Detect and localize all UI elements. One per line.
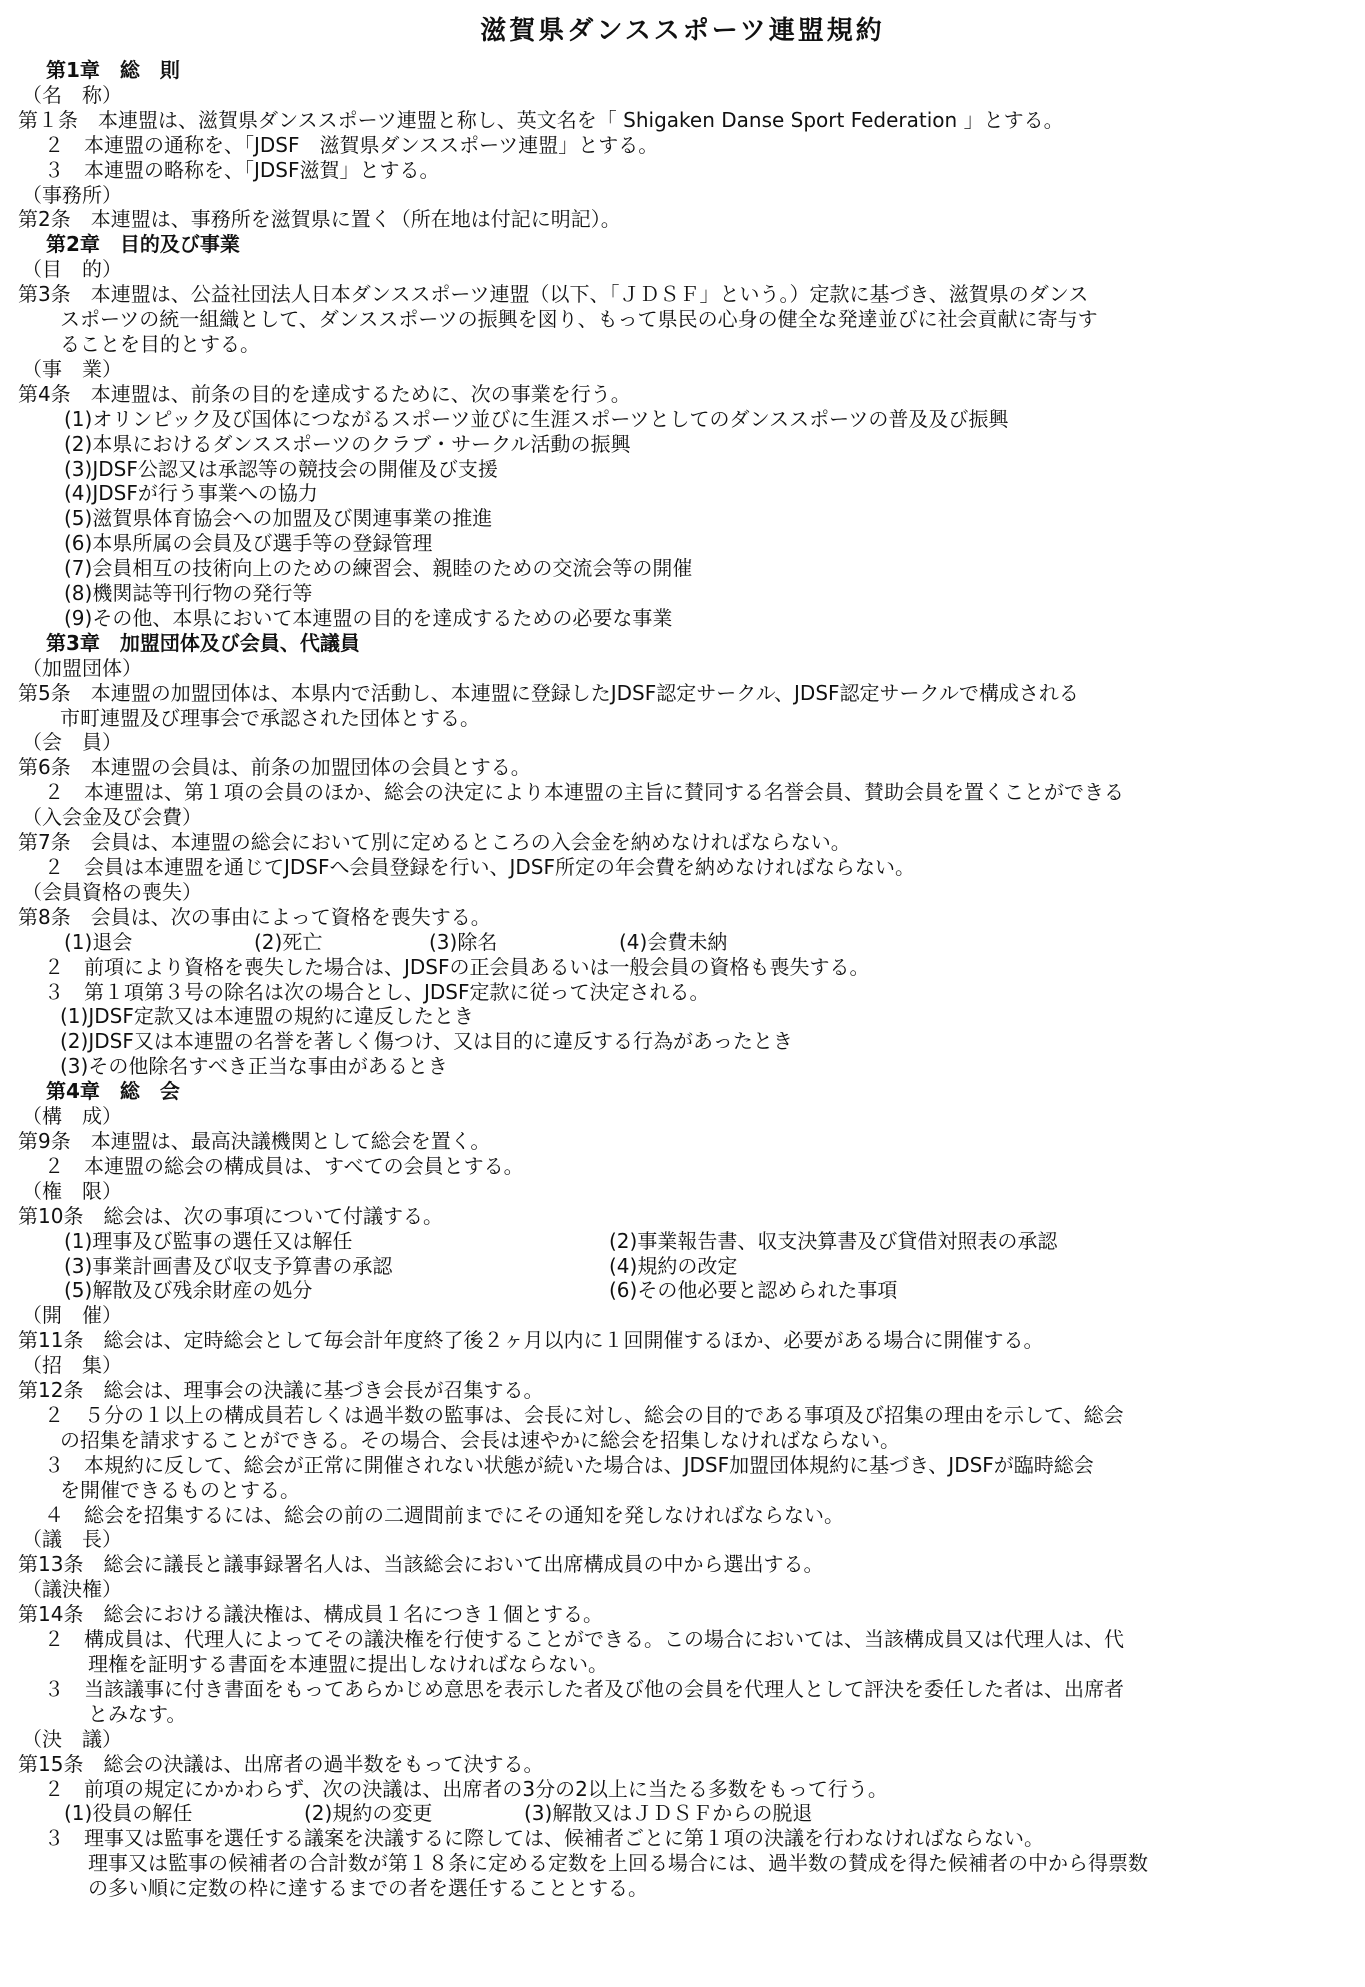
section-heading: （議 長） <box>22 1527 122 1552</box>
list-item: (1)退会 <box>64 929 133 954</box>
article-line: 第4条 本連盟は、前条の目的を達成するために、次の事業を行う。 <box>18 381 631 406</box>
paragraph-line: ３ 理事又は監事を選任する議案を決議するに際しては、候補者ごとに第１項の決議を行わなければならない。 <box>44 1826 1044 1851</box>
item-row <box>18 1254 1347 1279</box>
section-heading: （開 催） <box>22 1303 122 1328</box>
document-title: 滋賀県ダンススポーツ連盟規約 <box>480 16 885 46</box>
list-item: (4)JDSFが行う事業への協力 <box>64 481 318 506</box>
paragraph-line: ２ 本連盟の通称を、「JDSF 滋賀県ダンススポーツ連盟」とする。 <box>44 132 659 157</box>
list-item: (4)規約の改定 <box>609 1253 738 1278</box>
article-line: 第9条 本連盟は、最高決議機関として総会を置く。 <box>18 1128 491 1153</box>
list-item: (2)事業報告書、収支決算書及び貸借対照表の承認 <box>609 1228 1058 1253</box>
article-line: 第13条 総会に議長と議事録署名人は、当該総会において出席構成員の中から選出する。 <box>18 1552 824 1577</box>
item-row <box>18 930 1347 955</box>
chapter-heading: 第3章 加盟団体及び会員、代議員 <box>46 630 360 655</box>
continuation-line: を開催できるものとする。 <box>60 1477 300 1502</box>
section-heading: （加盟団体） <box>22 655 142 680</box>
item-row <box>18 1801 1347 1826</box>
section-heading: （名 称） <box>22 82 122 107</box>
section-heading: （会 員） <box>22 730 122 755</box>
continuation-line: の多い順に定数の枠に達するまでの者を選任することとする。 <box>88 1876 648 1901</box>
continuation-line: スポーツの統一組織として、ダンススポーツの振興を図り、もって県民の心身の健全な発達並びに社会貢献に寄与す <box>60 307 1098 332</box>
continuation-line: 理権を証明する書面を本連盟に提出しなければならない。 <box>88 1652 608 1676</box>
list-item: (8)機関誌等刊行物の発行等 <box>64 581 313 606</box>
section-heading: （会員資格の喪失） <box>22 879 202 904</box>
list-item: (7)会員相互の技術向上のための練習会、親睦のための交流会等の開催 <box>64 556 693 581</box>
section-heading: （決 議） <box>22 1726 122 1751</box>
article-line: 第１条 本連盟は、滋賀県ダンススポーツ連盟と称し、英文名を「 Shigaken Danse Sport Federation 」とする。 <box>18 107 1064 132</box>
item-row <box>18 1229 1347 1254</box>
list-item: (5)滋賀県体育協会への加盟及び関連事業の推進 <box>64 506 493 531</box>
article-line: 第14条 総会における議決権は、構成員１名につき１個とする。 <box>18 1602 604 1627</box>
paragraph-line: ２ 本連盟は、第１項の会員のほか、総会の決定により本連盟の主旨に賛同する名誉会員、賛助会員を置くことができる <box>44 780 1124 805</box>
continuation-line: の招集を請求することができる。その場合、会長は速やかに総会を招集しなければならない。 <box>60 1427 900 1452</box>
article-line: 第5条 本連盟の加盟団体は、本県内で活動し、本連盟に登録したJDSF認定サークル、JDSF認定サークルで構成される <box>18 680 1079 705</box>
paragraph-line: ３ 第１項第３号の除名は次の場合とし、JDSF定款に従って決定される。 <box>44 979 710 1004</box>
list-item: (4)会費未納 <box>619 929 728 954</box>
section-heading: （権 限） <box>22 1178 122 1203</box>
paragraph-line: ２ 会員は本連盟を通じてJDSFへ会員登録を行い、JDSF所定の年会費を納めなければならない。 <box>44 855 915 879</box>
paragraph-line: ２ 構成員は、代理人によってその議決権を行使することができる。この場合においては、当該構成員又は代理人は、代 <box>44 1627 1124 1652</box>
list-item: (2)死亡 <box>254 929 323 954</box>
continuation-line: 市町連盟及び理事会で承認された団体とする。 <box>60 705 480 730</box>
article-line: 第12条 総会は、理事会の決議に基づき会長が召集する。 <box>18 1378 544 1403</box>
section-heading: （入会金及び会費） <box>22 805 202 830</box>
chapter-heading: 第1章 総 則 <box>46 58 180 82</box>
list-item: (2)本県におけるダンススポーツのクラブ・サークル活動の振興 <box>64 431 631 456</box>
paragraph-line: ３ 当該議事に付き書面をもってあらかじめ意思を表示した者及び他の会員を代理人として評決を委任した者は、出席者 <box>44 1676 1124 1701</box>
section-heading: （事 業） <box>22 356 122 381</box>
list-item: (3)その他除名すべき正当な事由があるとき <box>60 1054 448 1079</box>
list-item: (6)本県所属の会員及び選手等の登録管理 <box>64 531 433 556</box>
section-heading: （議決権） <box>22 1577 122 1602</box>
list-item: (5)解散及び残余財産の処分 <box>64 1278 313 1303</box>
paragraph-line: ２ ５分の１以上の構成員若しくは過半数の監事は、会長に対し、総会の目的である事項及び招集の理由を示して、総会 <box>44 1402 1124 1427</box>
section-heading: （招 集） <box>22 1353 122 1378</box>
article-line: 第7条 会員は、本連盟の総会において別に定めるところの入会金を納めなければならない。 <box>18 830 851 855</box>
paragraph-line: ２ 本連盟の総会の構成員は、すべての会員とする。 <box>44 1153 524 1178</box>
section-heading: （事務所） <box>22 182 122 207</box>
continuation-line: とみなす。 <box>88 1701 187 1726</box>
list-item: (3)解散又はＪＤＳＦからの脱退 <box>524 1801 813 1826</box>
document-body <box>18 58 1347 1901</box>
section-heading: （目 的） <box>22 257 122 282</box>
paragraph-line: ３ 本連盟の略称を、「JDSF滋賀」とする。 <box>44 157 440 182</box>
section-heading: （構 成） <box>22 1104 122 1129</box>
article-line: 第15条 総会の決議は、出席者の過半数をもって決する。 <box>18 1751 544 1776</box>
list-item: (3)事業計画書及び収支予算書の承認 <box>64 1253 393 1278</box>
list-item: (3)JDSF公認又は承認等の競技会の開催及び支援 <box>64 456 498 481</box>
chapter-heading: 第4章 総 会 <box>46 1079 180 1104</box>
paragraph-line: ２ 前項の規定にかかわらず、次の決議は、出席者の3分の2以上に当たる多数をもって行う。 <box>44 1776 888 1801</box>
list-item: (1)JDSF定款又は本連盟の規約に違反したとき <box>60 1004 474 1029</box>
article-line: 第2条 本連盟は、事務所を滋賀県に置く（所在地は付記に明記）。 <box>18 207 621 232</box>
paragraph-line: ３ 本規約に反して、総会が正常に開催されない状態が続いた場合は、JDSF加盟団体規約に基づき、JDSFが臨時総会 <box>44 1452 1094 1477</box>
list-item: (2)規約の変更 <box>304 1801 433 1826</box>
list-item: (1)オリンピック及び国体につながるスポーツ並びに生涯スポーツとしてのダンススポーツの普及及び振興 <box>64 406 1009 431</box>
continuation-line: ることを目的とする。 <box>60 331 260 356</box>
article-line: 第11条 総会は、定時総会として毎会計年度終了後２ヶ月以内に１回開催するほか、必要がある場合に開催する。 <box>18 1328 1044 1353</box>
paragraph-line: ４ 総会を招集するには、総会の前の二週間前までにその通知を発しなければならない。 <box>44 1502 844 1527</box>
list-item: (1)役員の解任 <box>64 1801 193 1826</box>
list-item: (3)除名 <box>429 929 498 954</box>
article-line: 第6条 本連盟の会員は、前条の加盟団体の会員とする。 <box>18 755 531 780</box>
article-line: 第8条 会員は、次の事由によって資格を喪失する。 <box>18 904 491 929</box>
continuation-line: 理事又は監事の候補者の合計数が第１８条に定める定数を上回る場合には、過半数の賛成を得た候補者の中から得票数 <box>88 1851 1148 1876</box>
chapter-heading: 第2章 目的及び事業 <box>46 232 240 257</box>
list-item: (2)JDSF又は本連盟の名誉を著しく傷つけ、又は目的に違反する行為があったとき <box>60 1029 793 1054</box>
article-line: 第3条 本連盟は、公益社団法人日本ダンススポーツ連盟（以下、「ＪＤＳＦ」という。）定款に基づき、滋賀県のダンス <box>18 282 1089 307</box>
paragraph-line: ２ 前項により資格を喪失した場合は、JDSFの正会員あるいは一般会員の資格も喪失する。 <box>44 954 870 979</box>
article-line: 第10条 総会は、次の事項について付議する。 <box>18 1203 444 1228</box>
list-item: (1)理事及び監事の選任又は解任 <box>64 1228 353 1253</box>
list-item: (9)その他、本県において本連盟の目的を達成するための必要な事業 <box>64 605 673 630</box>
item-row <box>18 1278 1347 1303</box>
list-item: (6)その他必要と認められた事項 <box>609 1278 898 1303</box>
